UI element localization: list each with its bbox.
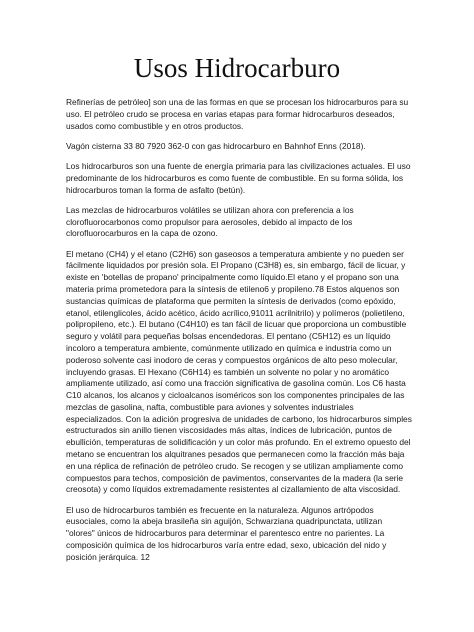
paragraph-tank-car: Vagón cisterna 33 80 7920 362-0 con gas hidrocarburo en Bahnhof Enns (2018).	[66, 140, 366, 151]
page-title: Usos Hidrocarburo	[133, 53, 341, 83]
paragraph-nature: El uso de hidrocarburos también es frecuente en la naturaleza. Algunos artrópodos eusociales, como la abeja brasileña sin aguijón, Schwarziana quadripunctata, utilizan "olores" únicos de hidrocarburos para determinar el parentesco entre no parientes. La composición química de los hidrocarburos varía entre edad, sexo, ubicación del nido y posición jerárquica. 12	[66, 504, 387, 562]
paragraph-refineries: Refinerías de petróleo] son una de las formas en que se procesan los hidrocarburos para su uso. El petróleo crudo se procesa en varias etapas para formar hidrocarburos deseados, usados como combustible y en otros productos.	[66, 97, 409, 131]
paragraph-aerosols: Las mezclas de hidrocarburos volátiles se utilizan ahora con preferencia a los clorofluorocarbonos como propulsor para aerosoles, debido al impacto de los clorofluorocarburos en la capa de ozono.	[66, 204, 354, 239]
paragraph-energy-source: Los hidrocarburos son una fuente de energía primaria para las civilizaciones actuales. El uso predominante de los hidrocarburos es como fuente de combustible. En su forma sólida, los hidrocarburos toman la forma de asfalto (betún).	[66, 160, 411, 195]
document-body	[66, 97, 412, 572]
paragraph-alkanes: El metano (CH4) y el etano (C2H6) son gaseosos a temperatura ambiente y no pueden ser fácilmente liquidados por presión sola. El Propano (C3H8) es, sin embargo, fácil de licuar, y existe en 'botellas de propano' principalmente como líquido.El etano y el propano son una materia prima prometedora para la síntesis de etileno6 y propileno.78 Estos alquenos son sustancias químicas de plataforma que permiten la síntesis de derivados (como epóxido, etanol, etilenglicoles, ácido acético, ácido acrílico,91011 acrilnitrilo) y polímeros (polietileno, polipropileno, etc.). El butano (C4H10) es tan fácil de licuar que proporciona un combustible seguro y volátil para pequeñas bolsas encendedoras. El pentano (C5H12) es un líquido incoloro a temperatura ambiente, comúnmente utilizado en química e industria como un poderoso solvente casi inodoro de ceras y compuestos orgánicos de alto peso molecular, incluyendo grasas. El Hexano (C6H14) es también un solvente no polar y no aromático ampliamente utilizado, así como una fracción significativa de gasolina común. Los C6 hasta C10 alcanos, los alcanos y cicloalcanos isoméricos son los componentes principales de las mezclas de gasolina, nafta, combustible para aviones y solventes industriales especializados. Con la adición progresiva de unidades de carbono, los hidrocarburos simples estructurados sin anillo tienen viscosidades más altas, índices de lubricación, puntos de ebullición, temperaturas de solidificación y un color más profundo. En el extremo opuesto del metano se encuentran los alquitranes pesados que permanecen como la fracción más baja en una réplica de refinación de petróleo crudo. Se recogen y se utilizan ampliamente como compuestos para techos, composición de pavimentos, conservantes de la madera (la serie creosota) y como líquidos extremadamente resistentes al cizallamiento de alta viscosidad.	[66, 248, 412, 495]
